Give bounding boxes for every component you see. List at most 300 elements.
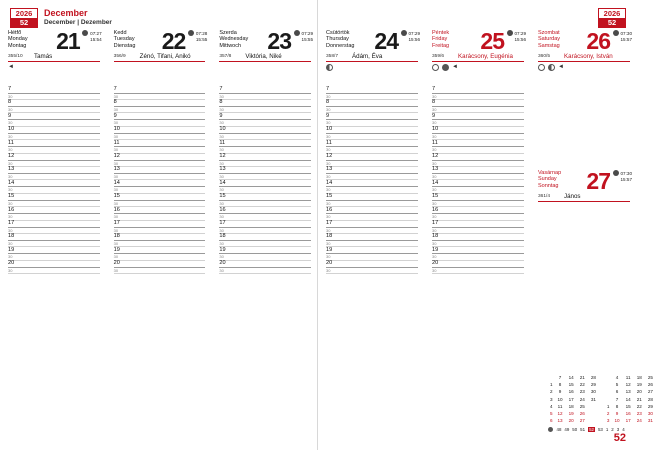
hour-line xyxy=(326,240,418,241)
hour-row[interactable] xyxy=(432,113,524,126)
day-number-tuesday: 22 xyxy=(161,28,186,54)
day-column-monday[interactable] xyxy=(0,26,106,450)
half-hour-label: 30 xyxy=(219,254,224,260)
hour-label: 11 xyxy=(219,139,226,146)
hour-row[interactable] xyxy=(8,166,100,179)
mini-calendar-cell[interactable]: 8 xyxy=(615,403,619,409)
name-day-saturday: Karácsony, István xyxy=(564,53,613,60)
half-hour-label: 30 xyxy=(326,160,331,166)
half-hour-line xyxy=(432,273,524,274)
mini-calendar-cell[interactable]: 16 xyxy=(568,389,574,395)
hour-label: 15 xyxy=(219,193,226,200)
day-header-sunday[interactable] xyxy=(530,166,636,210)
sunrise-icon xyxy=(613,170,619,176)
hour-row[interactable] xyxy=(8,260,100,273)
hour-line xyxy=(114,267,206,268)
half-hour-label: 30 xyxy=(219,93,224,99)
hour-row[interactable] xyxy=(219,233,311,246)
hour-row[interactable] xyxy=(432,207,524,220)
mini-calendar-cell[interactable]: 4 xyxy=(549,403,553,409)
mini-calendar-cell[interactable]: 3 xyxy=(606,418,610,424)
hour-row[interactable] xyxy=(326,260,418,273)
hour-line xyxy=(114,253,206,254)
half-hour-label: 30 xyxy=(8,120,13,126)
day-rule xyxy=(326,61,418,62)
week-number[interactable]: 1 xyxy=(605,427,609,432)
mini-calendar-cell[interactable]: 27 xyxy=(647,389,653,395)
hour-label: 11 xyxy=(326,139,332,146)
hour-line xyxy=(432,133,524,134)
hour-line xyxy=(432,253,524,254)
mini-calendar-cell[interactable]: 2 xyxy=(549,389,553,395)
hour-line xyxy=(114,133,206,134)
day-name-hu: Szerda xyxy=(219,30,237,36)
hour-line xyxy=(326,213,418,214)
hour-row[interactable] xyxy=(326,113,418,126)
hour-row[interactable] xyxy=(326,153,418,166)
mini-calendar-cell[interactable]: 29 xyxy=(590,382,596,388)
hour-label: 20 xyxy=(326,260,333,267)
mini-calendar-cell[interactable]: 7 xyxy=(615,396,619,402)
mini-calendar-cell[interactable]: 22 xyxy=(636,403,642,409)
sunrise-icon xyxy=(82,30,88,36)
half-hour-label: 30 xyxy=(326,200,331,206)
hour-line xyxy=(219,146,311,147)
hour-label: 10 xyxy=(432,126,439,133)
day-column-tuesday[interactable] xyxy=(106,26,212,450)
mini-calendar-cell[interactable] xyxy=(588,411,599,418)
hour-grid-wednesday[interactable] xyxy=(211,86,317,450)
hour-row[interactable] xyxy=(432,86,524,99)
hour-row[interactable] xyxy=(114,99,206,112)
half-hour-line xyxy=(219,273,311,274)
moon-phase-icon xyxy=(548,64,555,71)
mini-calendar-cell[interactable]: 13 xyxy=(625,389,631,395)
hour-row[interactable] xyxy=(326,220,418,233)
mini-calendar-cell[interactable]: 12 xyxy=(625,382,631,388)
hour-row[interactable] xyxy=(114,113,206,126)
day-rule xyxy=(219,61,311,62)
week-number[interactable]: 52 xyxy=(589,427,594,432)
mini-calendar-cell[interactable]: 13 xyxy=(557,418,563,424)
hour-line xyxy=(114,93,206,94)
sun-times-sunday: 07:30 15:57 xyxy=(613,170,633,183)
hour-line xyxy=(219,119,311,120)
hour-row[interactable] xyxy=(8,193,100,206)
half-hour-label: 30 xyxy=(113,214,119,220)
mini-calendar-cell[interactable]: 25 xyxy=(579,403,585,409)
hour-row[interactable] xyxy=(114,166,206,179)
hour-label: 11 xyxy=(432,139,438,146)
half-hour-label: 30 xyxy=(113,147,119,153)
hour-label: 14 xyxy=(219,179,226,186)
hour-row[interactable] xyxy=(114,126,206,139)
hour-line xyxy=(432,227,524,228)
mini-calendar-cell[interactable]: 12 xyxy=(557,411,563,417)
mini-calendar-cell[interactable]: 17 xyxy=(568,396,574,402)
hour-row[interactable] xyxy=(432,220,524,233)
hour-row[interactable] xyxy=(219,220,311,233)
hour-grid-monday[interactable] xyxy=(0,86,106,450)
hour-row[interactable] xyxy=(219,153,311,166)
hour-label: 13 xyxy=(432,166,439,173)
week-number[interactable]: 3 xyxy=(616,427,620,432)
mini-calendar-cell[interactable]: 18 xyxy=(568,403,574,409)
hour-row[interactable] xyxy=(114,260,206,273)
mini-calendar-cell[interactable]: 26 xyxy=(579,411,585,417)
hour-row[interactable] xyxy=(114,86,206,99)
week-number[interactable]: 53 xyxy=(597,427,603,432)
hour-line xyxy=(114,200,206,201)
sun-times-wednesday: 07:29 15:55 xyxy=(294,30,314,43)
mini-calendar-cell[interactable]: 17 xyxy=(625,418,631,424)
day-ordinal-friday: 359/6 xyxy=(432,54,445,59)
hour-grid-tuesday[interactable] xyxy=(106,86,212,450)
half-hour-label: 30 xyxy=(113,120,119,126)
day-ordinal-tuesday: 356/9 xyxy=(113,54,126,59)
hour-label: 7 xyxy=(8,86,12,92)
mini-calendar-cell[interactable]: 28 xyxy=(590,375,596,381)
hour-row[interactable] xyxy=(326,140,418,153)
left-arrow-icon[interactable]: ◄ xyxy=(8,64,14,70)
mini-calendar-cell[interactable]: 23 xyxy=(579,389,585,395)
mini-calendar-row xyxy=(548,375,656,382)
hour-row[interactable] xyxy=(219,113,311,126)
mini-calendar-cell[interactable]: 25 xyxy=(647,375,653,381)
mini-calendar-cell[interactable]: 5 xyxy=(549,411,553,417)
mini-calendar-cell[interactable]: 6 xyxy=(615,389,619,395)
half-hour-label: 30 xyxy=(219,214,224,220)
hour-row[interactable] xyxy=(114,233,206,246)
day-column-wednesday[interactable] xyxy=(211,26,317,450)
hour-row[interactable] xyxy=(326,126,418,139)
mini-calendar-cell[interactable]: 24 xyxy=(579,396,585,402)
half-hour-label: 30 xyxy=(432,93,437,99)
day-rule xyxy=(432,61,524,62)
hour-row[interactable] xyxy=(114,180,206,193)
mini-calendar-cell[interactable]: 9 xyxy=(615,411,619,417)
mini-calendar-cell[interactable]: 18 xyxy=(636,375,642,381)
hour-row[interactable] xyxy=(114,207,206,220)
hour-label: 16 xyxy=(326,206,333,213)
mini-calendar-cell[interactable]: 15 xyxy=(625,403,631,409)
half-hour-label: 30 xyxy=(326,133,331,139)
hour-label: 17 xyxy=(432,219,439,226)
week-label-left: 52 xyxy=(11,18,37,27)
hour-row[interactable] xyxy=(219,260,311,273)
sun-times-thursday: 07:29 15:56 xyxy=(401,30,421,43)
mini-calendar-cell[interactable]: 31 xyxy=(590,396,596,402)
mini-calendar-cell[interactable]: 22 xyxy=(579,382,585,388)
mini-calendar-cell[interactable]: 19 xyxy=(568,411,574,417)
mini-calendar-cell[interactable]: 15 xyxy=(568,382,574,388)
half-hour-label: 30 xyxy=(432,254,437,260)
moon-row-monday xyxy=(8,64,15,71)
hour-row[interactable] xyxy=(8,126,100,139)
name-day-tuesday: Zénó, Tifani, Anikó xyxy=(139,53,191,60)
mini-calendar-cell[interactable]: 26 xyxy=(647,382,653,388)
half-hour-label: 30 xyxy=(113,160,119,166)
hour-row[interactable] xyxy=(326,99,418,112)
hour-label: 19 xyxy=(326,246,333,253)
hour-label: 11 xyxy=(8,139,14,146)
mini-calendar[interactable] xyxy=(548,375,656,432)
hour-row[interactable] xyxy=(8,233,100,246)
half-hour-line xyxy=(8,273,100,274)
hour-row[interactable] xyxy=(219,86,311,99)
half-hour-label: 30 xyxy=(432,173,437,179)
hour-row[interactable] xyxy=(8,99,100,112)
hour-line xyxy=(219,253,311,254)
mini-calendar-cell[interactable]: 23 xyxy=(636,411,642,417)
half-hour-label: 30 xyxy=(219,106,224,112)
hour-row[interactable] xyxy=(326,166,418,179)
day-header-friday xyxy=(424,26,530,70)
mini-calendar-cell[interactable]: 19 xyxy=(636,382,642,388)
day-name-en: Wednesday xyxy=(219,36,249,43)
mini-calendar-cell[interactable]: 20 xyxy=(636,389,642,395)
hour-row[interactable] xyxy=(8,207,100,220)
half-hour-label: 30 xyxy=(219,133,224,139)
mini-calendar-cell[interactable]: 10 xyxy=(557,396,563,402)
hour-label: 8 xyxy=(326,99,330,106)
hour-row[interactable] xyxy=(432,126,524,139)
half-hour-label: 30 xyxy=(219,147,224,153)
day-name-de: Donnerstag xyxy=(326,42,355,49)
mini-calendar-cell[interactable]: 8 xyxy=(558,382,562,388)
hour-row[interactable] xyxy=(8,180,100,193)
hour-label: 19 xyxy=(432,246,439,253)
hour-row[interactable] xyxy=(326,86,418,99)
hour-line xyxy=(8,173,100,174)
mini-calendar-cell[interactable]: 10 xyxy=(614,418,620,424)
hour-row[interactable] xyxy=(326,180,418,193)
mini-calendar-cell[interactable]: 2 xyxy=(606,411,610,417)
hour-row[interactable] xyxy=(219,207,311,220)
hour-line xyxy=(8,160,100,161)
hour-line xyxy=(8,267,100,268)
day-ordinal-sunday: 361/4 xyxy=(538,194,551,199)
week-number[interactable]: 2 xyxy=(611,427,614,432)
hour-label: 8 xyxy=(432,99,436,106)
hour-row[interactable] xyxy=(432,180,524,193)
mini-calendar-row xyxy=(548,389,656,396)
hour-row[interactable] xyxy=(219,247,311,260)
hour-line xyxy=(8,186,100,187)
hour-line xyxy=(432,267,524,268)
half-hour-label: 30 xyxy=(432,200,437,206)
half-hour-label: 30 xyxy=(326,240,331,246)
mini-calendar-cell[interactable]: 28 xyxy=(647,396,653,402)
hour-line xyxy=(432,106,524,107)
mini-calendar-cell[interactable]: 1 xyxy=(549,382,553,388)
hour-line xyxy=(219,213,311,214)
mini-calendar-cell[interactable]: 21 xyxy=(636,396,642,402)
hour-line xyxy=(8,200,100,201)
hour-row[interactable] xyxy=(8,113,100,126)
mini-calendar-cell[interactable]: 31 xyxy=(647,418,653,424)
week-number[interactable]: 50 xyxy=(572,427,578,432)
half-hour-label: 30 xyxy=(432,120,437,126)
year-week-badge-left xyxy=(10,8,38,28)
hour-line xyxy=(326,146,418,147)
hour-row[interactable] xyxy=(8,153,100,166)
hour-line xyxy=(326,119,418,120)
hour-line xyxy=(8,146,100,147)
hour-line xyxy=(219,240,311,241)
day-column-friday[interactable] xyxy=(424,26,530,450)
month-subtitle: December | Dezember xyxy=(44,19,112,26)
left-day-columns xyxy=(0,26,317,450)
hour-row[interactable] xyxy=(8,86,100,99)
mini-calendar-cell[interactable]: 30 xyxy=(647,411,653,417)
hour-row[interactable] xyxy=(432,140,524,153)
half-hour-label: 30 xyxy=(8,147,13,153)
hour-label: 16 xyxy=(219,206,226,213)
hour-line xyxy=(219,173,311,174)
hour-row[interactable] xyxy=(8,247,100,260)
hour-label: 20 xyxy=(219,260,226,267)
hour-row[interactable] xyxy=(432,99,524,112)
week-number[interactable]: 4 xyxy=(622,427,625,432)
moon-phase-icon xyxy=(326,64,333,71)
hour-line xyxy=(8,119,100,120)
mini-calendar-cell[interactable]: 3 xyxy=(549,396,553,402)
day-column-saturday-sunday[interactable] xyxy=(530,26,653,450)
hour-grid-friday[interactable] xyxy=(424,86,530,450)
hour-label: 7 xyxy=(219,86,223,92)
hour-row[interactable] xyxy=(219,180,311,193)
name-day-wednesday: Viktória, Niké xyxy=(245,53,282,60)
hour-line xyxy=(432,200,524,201)
mini-calendar-cell[interactable]: 4 xyxy=(615,375,619,381)
hour-label: 12 xyxy=(113,152,120,159)
day-rule xyxy=(538,61,630,62)
half-hour-label: 30 xyxy=(113,173,119,179)
moon-row-friday xyxy=(432,64,459,71)
mini-calendar-cell[interactable]: 30 xyxy=(590,389,596,395)
sunrise-icon xyxy=(507,30,513,36)
mini-calendar-cell[interactable]: 11 xyxy=(625,375,631,381)
hour-label: 18 xyxy=(432,233,439,240)
hour-line xyxy=(326,106,418,107)
half-hour-label: 30 xyxy=(326,214,331,220)
moon-phase-icon xyxy=(538,64,545,71)
hour-line xyxy=(114,173,206,174)
hour-row[interactable] xyxy=(219,140,311,153)
left-arrow-icon[interactable]: ◄ xyxy=(558,64,564,70)
week-number[interactable]: 49 xyxy=(564,427,570,432)
day-header-saturday xyxy=(530,26,636,70)
hour-row[interactable] xyxy=(114,247,206,260)
hour-row[interactable] xyxy=(432,260,524,273)
mini-calendar-cell[interactable]: 6 xyxy=(549,418,553,424)
hour-label: 17 xyxy=(113,219,120,226)
hour-line xyxy=(8,240,100,241)
hour-row[interactable] xyxy=(219,126,311,139)
hour-label: 9 xyxy=(326,112,330,119)
hour-row[interactable] xyxy=(114,220,206,233)
hour-row[interactable] xyxy=(326,207,418,220)
day-rule xyxy=(8,61,100,62)
day-ordinal-monday: 355/10 xyxy=(8,54,23,59)
day-column-thursday[interactable] xyxy=(318,26,424,450)
hour-line xyxy=(219,200,311,201)
day-number-friday: 25 xyxy=(480,28,504,54)
week-number-strip[interactable] xyxy=(548,427,656,432)
half-hour-label: 30 xyxy=(113,106,119,112)
half-hour-line xyxy=(326,273,418,274)
hour-row[interactable] xyxy=(432,166,524,179)
hour-row[interactable] xyxy=(432,193,524,206)
hour-row[interactable] xyxy=(219,99,311,112)
mini-calendar-cell[interactable]: 20 xyxy=(568,418,574,424)
hour-row[interactable] xyxy=(326,233,418,246)
hour-row[interactable] xyxy=(8,140,100,153)
mini-calendar-cell[interactable]: 11 xyxy=(557,403,563,409)
mini-calendar-cell[interactable]: 24 xyxy=(636,418,642,424)
hour-label: 9 xyxy=(113,112,117,119)
month-heading xyxy=(44,8,112,27)
hour-row[interactable] xyxy=(114,140,206,153)
mini-calendar-cell[interactable]: 29 xyxy=(647,403,653,409)
mini-calendar-cell[interactable]: 14 xyxy=(625,396,631,402)
week-number[interactable]: 51 xyxy=(580,427,586,432)
hour-row[interactable] xyxy=(114,153,206,166)
hour-grid-thursday[interactable] xyxy=(318,86,424,450)
half-hour-label: 30 xyxy=(432,240,437,246)
week-number[interactable]: 48 xyxy=(556,427,562,432)
hour-row[interactable] xyxy=(326,247,418,260)
hour-row[interactable] xyxy=(219,193,311,206)
mini-calendar-cell[interactable]: 5 xyxy=(615,382,619,388)
moon-phase-icon xyxy=(432,64,439,71)
half-hour-label: 30 xyxy=(8,214,13,220)
half-hour-label: 30 xyxy=(219,187,224,193)
mini-calendar-cell[interactable]: 1 xyxy=(606,403,610,409)
hour-row[interactable] xyxy=(432,247,524,260)
hour-label: 12 xyxy=(8,152,15,159)
mini-calendar-cell[interactable]: 7 xyxy=(558,375,562,381)
moon-phase-icon xyxy=(442,64,449,71)
hour-row[interactable] xyxy=(432,153,524,166)
mini-calendar-cell[interactable] xyxy=(588,418,599,425)
mini-calendar-cell[interactable]: 16 xyxy=(625,411,631,417)
hour-row[interactable] xyxy=(114,193,206,206)
hour-row[interactable] xyxy=(8,220,100,233)
hour-row[interactable] xyxy=(326,193,418,206)
day-number-thursday: 24 xyxy=(374,28,398,54)
year-week-badge-right xyxy=(598,8,626,28)
mini-calendar-cell[interactable]: 9 xyxy=(558,389,562,395)
hour-line xyxy=(8,213,100,214)
day-name-en: Monday xyxy=(8,36,28,43)
mini-calendar-cell[interactable]: 14 xyxy=(568,375,574,381)
hour-label: 18 xyxy=(113,233,120,240)
hour-row[interactable] xyxy=(219,166,311,179)
hour-label: 15 xyxy=(432,193,439,200)
hour-label: 17 xyxy=(326,219,333,226)
right-day-columns xyxy=(318,26,653,450)
mini-calendar-cell[interactable] xyxy=(588,403,599,410)
left-arrow-icon[interactable]: ◄ xyxy=(452,64,458,70)
mini-calendar-cell[interactable]: 27 xyxy=(579,418,585,424)
hour-row[interactable] xyxy=(432,233,524,246)
day-name-hu: Szombat xyxy=(538,30,560,36)
hour-label: 9 xyxy=(432,112,436,119)
mini-calendar-cell[interactable]: 21 xyxy=(579,375,585,381)
moon-row-thursday xyxy=(326,64,333,71)
